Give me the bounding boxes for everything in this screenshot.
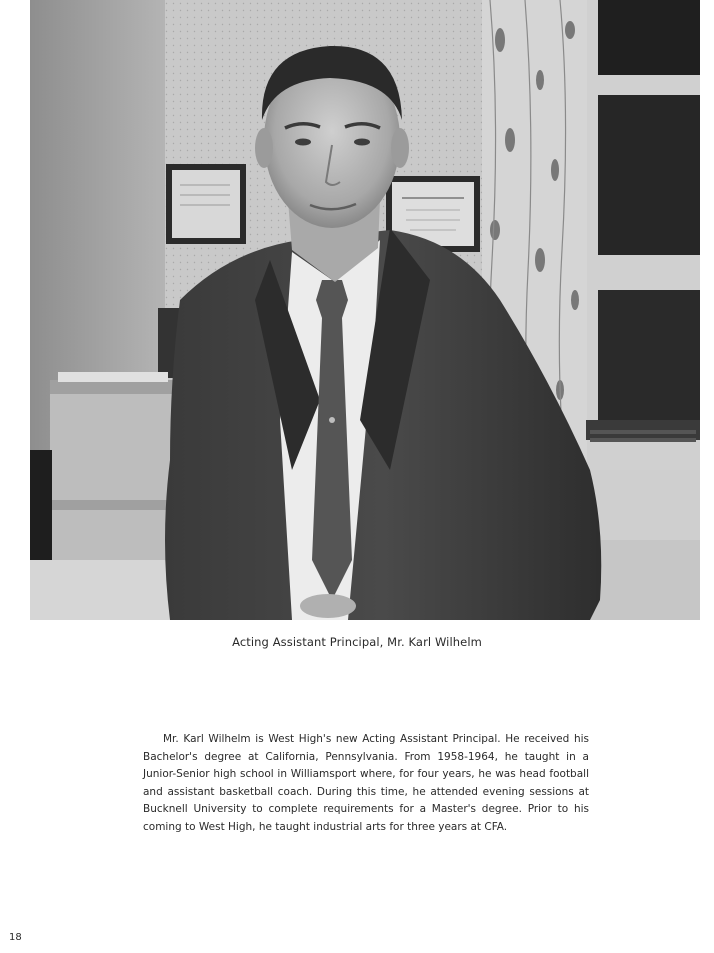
portrait-photo <box>30 0 700 620</box>
page-number: 18 <box>9 932 22 943</box>
biography-paragraph: Mr. Karl Wilhelm is West High's new Acting Assistant Principal. He received his Bachelor's degree at California, Pennsylvania. From 1958-1964, he taught in a Junior-Senior high school in Williamsport where, for four years, he was head football and assistant basketball coach. During this time, he attended evening sessions at Bucknell University to complete requirements for a Master's degree. Prior to his coming to West High, he taught industrial arts for three years at CFA. <box>143 733 589 833</box>
photo-caption: Acting Assistant Principal, Mr. Karl Wilhelm <box>232 635 482 649</box>
